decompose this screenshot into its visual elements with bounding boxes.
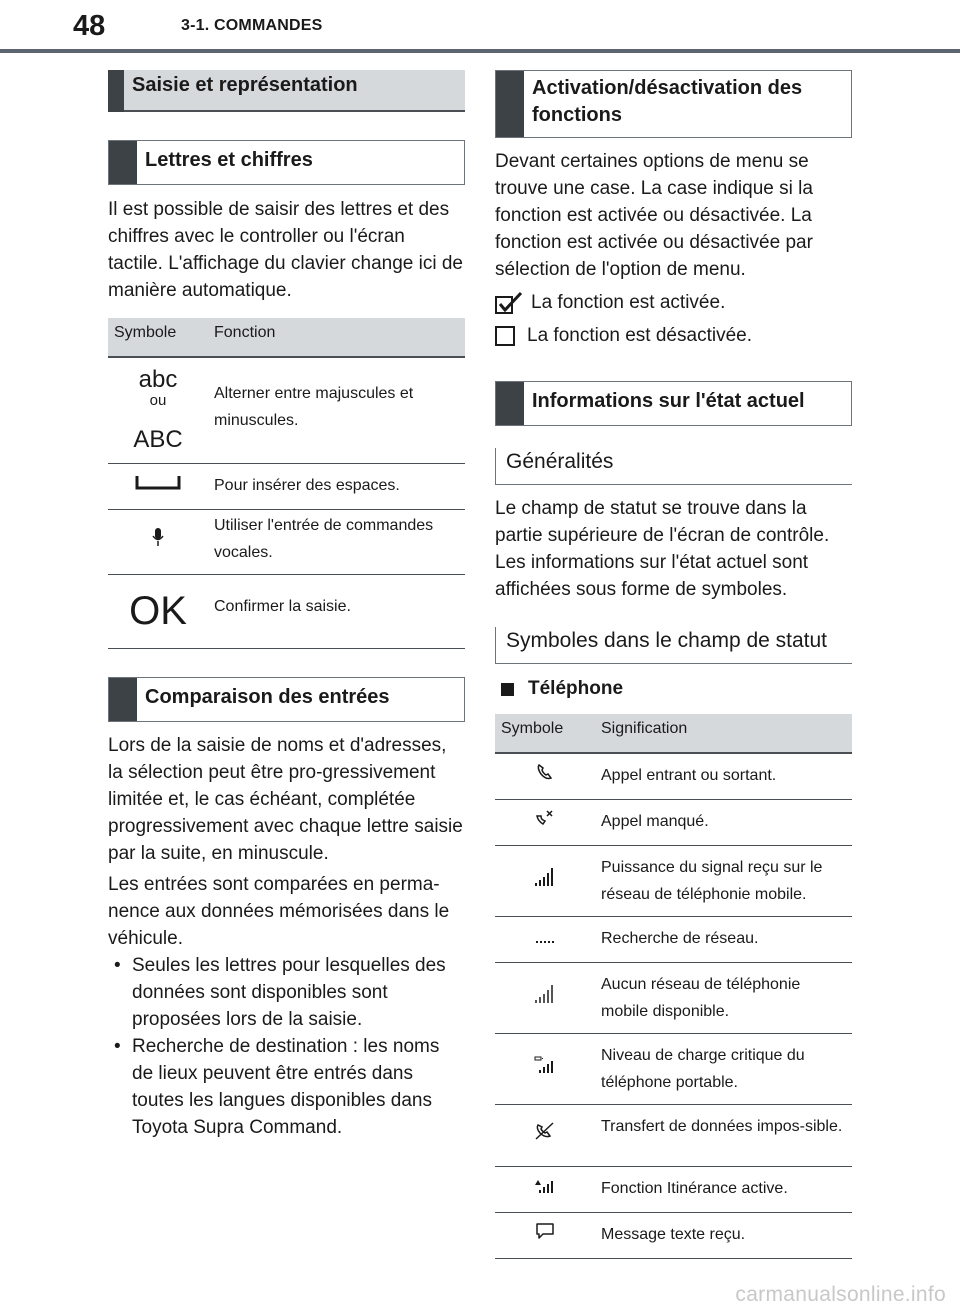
table-cell-text: Appel entrant ou sortant. bbox=[595, 753, 852, 800]
table-cell-text: Fonction Itinérance active. bbox=[595, 1167, 852, 1213]
table-cell-text: Transfert de données impos-sible. bbox=[595, 1105, 852, 1167]
checkbox-unchecked-icon bbox=[495, 326, 515, 346]
space-bar-icon bbox=[134, 472, 182, 492]
table-cell-text: Appel manqué. bbox=[595, 800, 852, 846]
keyboard-symbol-table bbox=[108, 318, 465, 649]
table-row bbox=[495, 1105, 852, 1167]
table-cell-text: Message texte reçu. bbox=[595, 1213, 852, 1259]
table-cell-text: Niveau de charge critique du téléphone portable. bbox=[595, 1034, 852, 1105]
table-row bbox=[495, 753, 852, 800]
header-rule bbox=[0, 49, 960, 53]
phone-heading: Téléphone bbox=[495, 678, 852, 700]
right-column bbox=[495, 70, 852, 1259]
chapter-title: 3-1. COMMANDES bbox=[181, 17, 323, 34]
unchecked-line bbox=[495, 325, 852, 347]
paragraph-letters: Il est possible de saisir des lettres et des chiffres avec le controller ou l'écran tactile. L'affichage du clavier change ici de manière automatique. bbox=[108, 199, 463, 301]
battery-critical-icon bbox=[534, 1055, 556, 1075]
table-row bbox=[495, 846, 852, 917]
page-header bbox=[0, 0, 960, 54]
left-column bbox=[108, 70, 465, 1141]
checked-line bbox=[495, 291, 852, 315]
square-bullet-icon bbox=[501, 683, 514, 696]
unchecked-label: La fonction est désactivée. bbox=[527, 325, 752, 346]
paragraph-comparison: Lors de la saisie de noms et d'adresses, la sélection peut être pro-gressivement limitée et, le cas échéant, complétée progressivement avec chaque lettre saisie par la suite, en minuscule. bbox=[108, 734, 463, 864]
symbol-abc: abc bbox=[138, 366, 178, 394]
table-header-meaning: Signification bbox=[595, 714, 852, 753]
section-heading-status: Informations sur l'état actuel bbox=[495, 381, 852, 426]
checkbox-checked-icon bbox=[495, 291, 523, 315]
table-cell-text: Alterner entre majuscules et minuscules. bbox=[208, 357, 465, 463]
checked-label: La fonction est activée. bbox=[531, 292, 726, 313]
paragraph-status: Le champ de statut se trouve dans la partie supérieure de l'écran de contrôle. Les informations sur l'état actuel sont affichées sous forme de symboles. bbox=[495, 498, 830, 600]
table-row bbox=[108, 357, 465, 463]
phone-call-icon bbox=[535, 762, 555, 782]
bullet-item: • Recherche de destination : les noms de lieux peuvent être entrés dans toutes les langues disponibles dans Toyota Supra Command. bbox=[108, 1033, 465, 1141]
paragraph-comparison-2: Les entrées sont comparées en perma-nence aux données mémorisées dans le véhicule. bbox=[108, 873, 450, 949]
table-cell-text: Confirmer la saisie. bbox=[208, 574, 465, 648]
network-search-icon bbox=[535, 925, 555, 945]
watermark: carmanualsonline.info bbox=[735, 1283, 946, 1306]
subheading-status-symbols: Symboles dans le champ de statut bbox=[495, 627, 852, 664]
table-header-symbol: Symbole bbox=[108, 318, 208, 357]
table-header-symbol: Symbole bbox=[495, 714, 595, 753]
table-row bbox=[495, 963, 852, 1034]
section-heading-activation: Activation/désactivation des fonctions bbox=[495, 70, 852, 138]
transfer-impossible-icon bbox=[534, 1121, 556, 1141]
table-row bbox=[108, 463, 465, 509]
table-row bbox=[108, 574, 465, 648]
symbol-ABC: ABC bbox=[133, 426, 183, 454]
subheading-comparison: Comparaison des entrées bbox=[108, 677, 465, 722]
table-row bbox=[495, 1213, 852, 1259]
table-cell-text: Utiliser l'entrée de commandes vocales. bbox=[208, 509, 465, 574]
missed-call-icon bbox=[535, 808, 555, 828]
table-row bbox=[495, 917, 852, 963]
status-symbol-table bbox=[495, 714, 852, 1259]
table-cell-text: Puissance du signal reçu sur le réseau de téléphonie mobile. bbox=[595, 846, 852, 917]
symbol-or: ou bbox=[149, 392, 167, 410]
roaming-icon bbox=[534, 1175, 556, 1195]
microphone-icon bbox=[151, 527, 165, 547]
subheading-letters: Lettres et chiffres bbox=[108, 140, 465, 185]
message-icon bbox=[534, 1221, 556, 1241]
table-header-function: Fonction bbox=[208, 318, 465, 357]
bullet-item: • Seules les lettres pour lesquelles des données sont disponibles sont proposées lors de la saisie. bbox=[108, 952, 465, 1033]
paragraph-activation: Devant certaines options de menu se trouve une case. La case indique si la fonction est activée ou désactivée. La fonction est activée ou désactivée par sélection de l'option de menu. bbox=[495, 151, 813, 280]
page-number: 48 bbox=[73, 10, 106, 42]
no-network-icon bbox=[534, 984, 556, 1004]
table-row bbox=[495, 800, 852, 846]
table-row bbox=[495, 1167, 852, 1213]
symbol-ok: OK bbox=[129, 589, 187, 633]
table-cell-text: Recherche de réseau. bbox=[595, 917, 852, 963]
table-cell-text: Aucun réseau de téléphonie mobile disponible. bbox=[595, 963, 852, 1034]
subheading-general: Généralités bbox=[495, 448, 852, 485]
table-row bbox=[495, 1034, 852, 1105]
signal-strength-icon bbox=[534, 867, 556, 887]
table-cell-text: Pour insérer des espaces. bbox=[208, 463, 465, 509]
section-heading-input: Saisie et représentation bbox=[108, 70, 465, 112]
table-row bbox=[108, 509, 465, 574]
